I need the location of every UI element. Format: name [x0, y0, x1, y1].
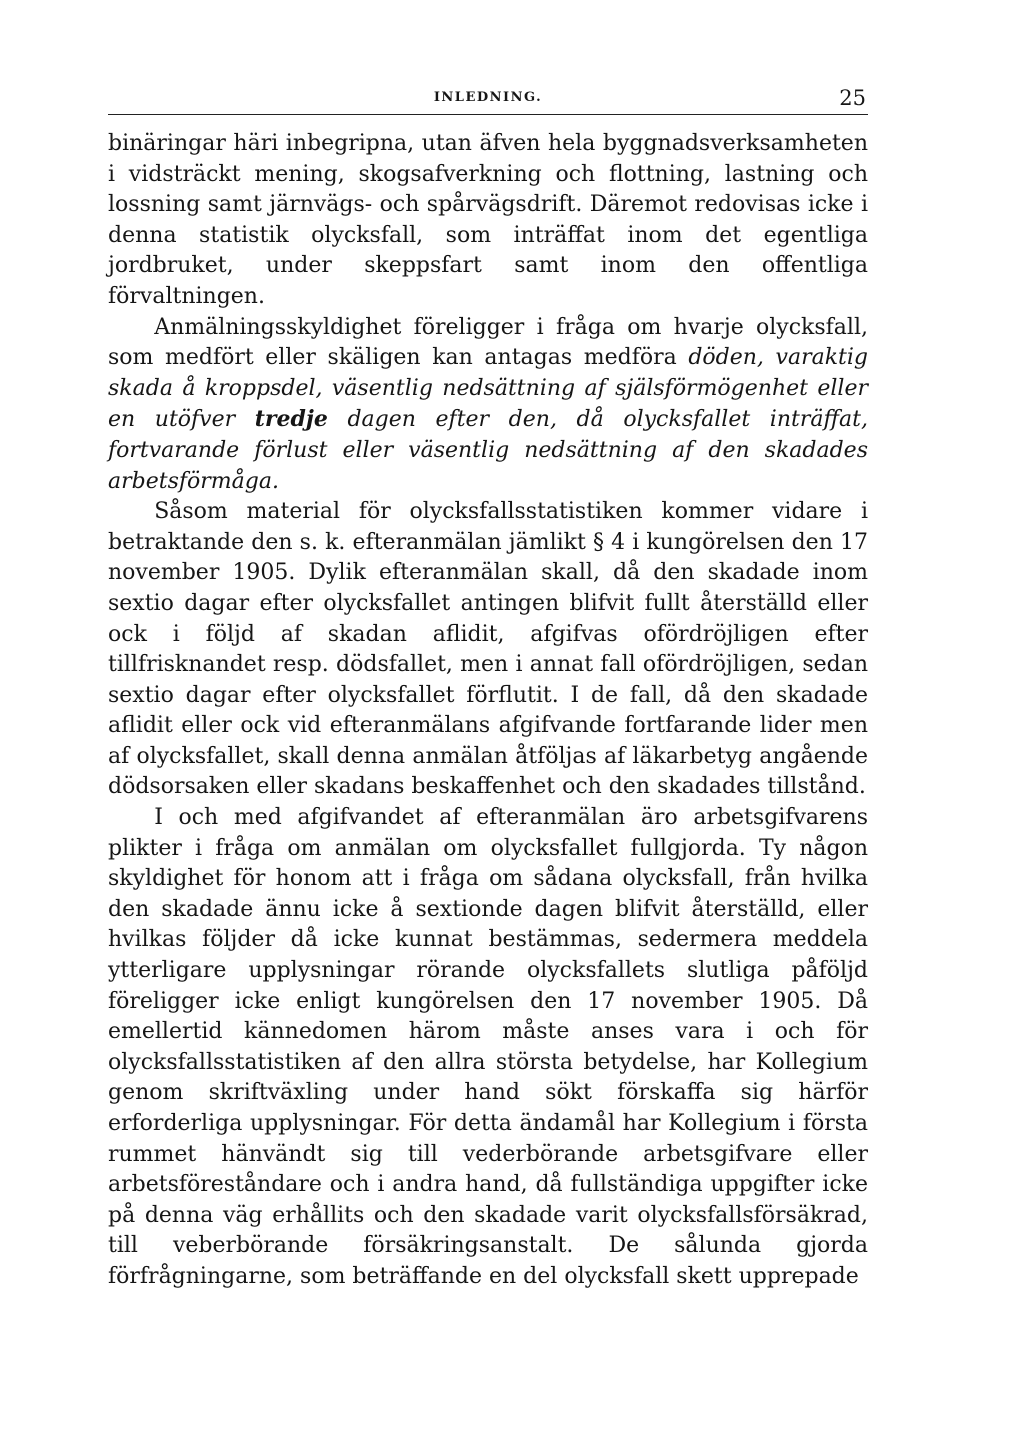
running-title: INLEDNING.: [433, 90, 543, 105]
paragraph: [108, 803, 868, 1293]
paragraph: [108, 129, 868, 313]
paragraph-text: I och med afgifvandet af efteranmälan äro arbetsgifvarens plikter i fråga om anmälan om olycksfallet fullgjorda. Ty någon skyldighet för honom att i fråga om sådana olycksfall, från hvilka den skadade ännu icke å sextionde dagen blifvit återställd, eller hvilkas följder då icke kunnat bestämmas, sedermera meddela ytterligare upplysningar rörande olycksfallets slutliga påföljd föreligger icke enligt kungörelsen den 17 november 1905. Då emellertid kännedomen härom måste anses vara i och för olycksfallsstatistiken af den allra största betydelse, har Kollegium genom skriftväxling under hand sökt förskaffa sig härför erforderliga upplysningar. För detta ändamål har Kollegium i första rummet hänvändt sig till vederbörande arbetsgifvare eller arbetsföreståndare och i andra hand, då fullständiga uppgifter icke på denna väg erhållits och den skadade varit olycksfallsförsäkrad, till veberbörande försäkringsanstalt. De sålunda gjorda förfrågningarne, som beträffande en del olycksfall skett upprepade: [108, 805, 868, 1289]
paragraph-text: Anmälningsskyldighet föreligger i fråga om hvarje olycksfall, som medfört eller skäligen kan antagas medföra: [108, 314, 868, 371]
paragraph: [108, 313, 868, 498]
body-text: [108, 129, 868, 1293]
running-header: [108, 86, 868, 115]
page-number: 25: [839, 86, 866, 110]
document-page: [108, 86, 868, 1293]
paragraph: [108, 497, 868, 803]
bold-italic-text: tredje: [254, 406, 328, 433]
paragraph-text: binäringar häri inbegripna, utan äfven hela byggnadsverksamheten i vidsträckt mening, skogsafverkning och flottning, lastning och lossning samt järnvägs- och spårvägsdrift. Däremot redovisas icke i denna statistik olycksfall, som inträffat inom det egentliga jordbruket, under skeppsfart samt inom den offentliga förvaltningen.: [108, 131, 868, 309]
italic-text: döden, varaktig skada å kroppsdel, väsentlig nedsättning af själsförmögenhet eller en utöfver: [108, 345, 868, 433]
italic-text: dagen efter den, då olycksfallet inträffat, fortvarande förlust eller väsentlig nedsättning af den skadades arbetsförmåga.: [108, 407, 868, 494]
paragraph-text: Såsom material för olycksfallsstatistiken kommer vidare i betraktande den s. k. efteranmälan jämlikt § 4 i kungörelsen den 17 november 1905. Dylik efteranmälan skall, då den skadade inom sextio dagar efter olycksfallet antingen blifvit fullt återställd eller ock i följd af skadan aflidit, afgifvas ofördröjligen efter tillfrisknandet resp. dödsfallet, men i annat fall ofördröjligen, sedan sextio dagar efter olycksfallet förflutit. I de fall, då den skadade aflidit eller ock vid efteranmälans afgifvande fortfarande lider men af olycksfallet, skall denna anmälan åtföljas af läkarbetyg angående dödsorsaken eller skadans beskaffenhet och den skadades tillstånd.: [108, 499, 868, 800]
